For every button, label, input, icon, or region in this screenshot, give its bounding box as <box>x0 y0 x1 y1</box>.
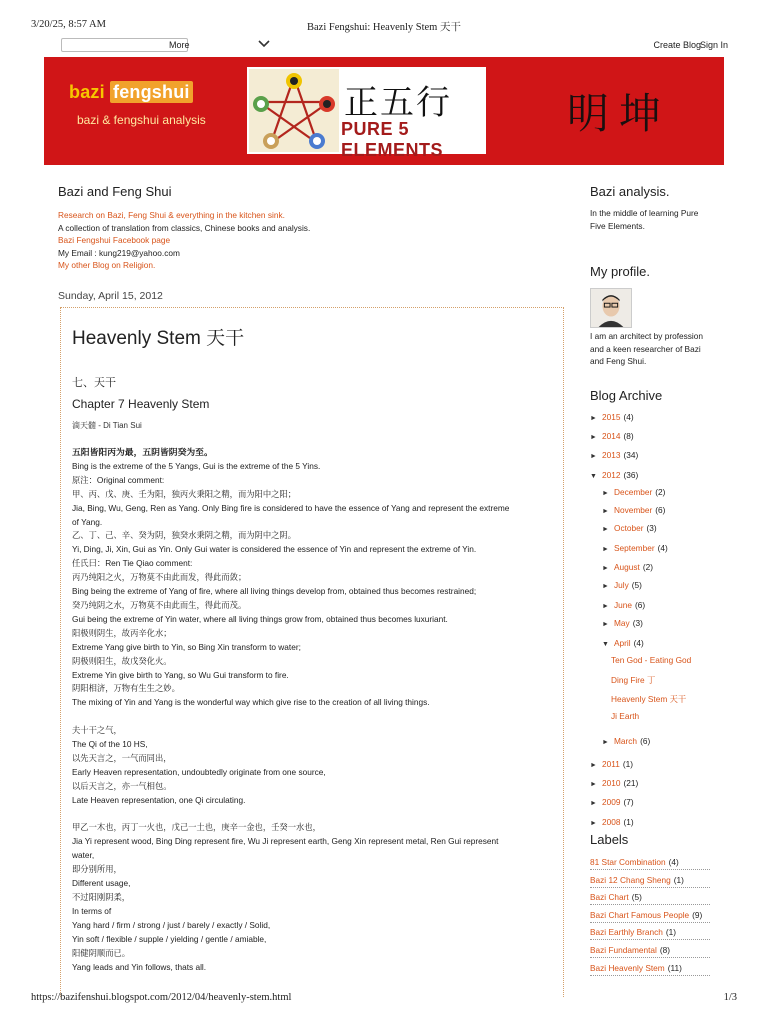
archive-label[interactable]: December <box>614 487 653 497</box>
expand-right-icon[interactable]: ► <box>602 739 609 746</box>
archive-count: (1) <box>622 759 633 769</box>
archive-count: (3) <box>646 523 657 533</box>
sidebar-labels <box>590 832 720 847</box>
post-section-heading: 七、天干 <box>72 377 116 389</box>
post-body-line: Different usage, <box>72 878 131 889</box>
logo-word-bazi: bazi <box>69 82 105 102</box>
sidebar-archive <box>590 388 720 403</box>
archive-count: (3) <box>632 618 643 628</box>
site-logo[interactable] <box>69 82 214 127</box>
post-body-line: 甲乙一木也，丙丁一火也，戊己一土也，庚辛一金也，壬癸一水也， <box>72 822 321 833</box>
post-body-line: In terms of <box>72 905 112 916</box>
analysis-title: Bazi analysis. <box>590 184 670 199</box>
archive-count: (1) <box>623 817 634 827</box>
label-item[interactable] <box>590 945 710 958</box>
five-elements-chinese: 正五行 <box>344 83 452 123</box>
post-chapter-heading: Chapter 7 Heavenly Stem <box>72 397 210 411</box>
label-link[interactable]: Bazi Chart <box>590 892 629 903</box>
label-item[interactable] <box>590 857 710 870</box>
post-body-line: Yang leads and Yin follows, thats all. <box>72 961 207 972</box>
post-body-line: 即分别所用， <box>72 864 122 875</box>
archive-title: Blog Archive <box>590 388 663 403</box>
archive-item[interactable] <box>590 797 634 807</box>
post-body-line: The mixing of Yin and Yang is the wonderful way which give rise to the creation of all living things. <box>72 697 430 708</box>
archive-count: (6) <box>655 505 666 515</box>
blog-title[interactable]: Bazi and Feng Shui <box>58 184 172 199</box>
expand-right-icon[interactable]: ► <box>590 434 597 441</box>
archive-count: (21) <box>623 778 639 788</box>
archive-label[interactable]: March <box>614 736 638 746</box>
profile-text-block <box>590 330 720 368</box>
five-elements-caption: PURE 5 ELEMENTS <box>341 119 444 160</box>
post-body-line: 不过阳刚阴柔， <box>72 891 131 902</box>
expand-right-icon[interactable]: ► <box>590 453 597 460</box>
description-line[interactable]: Bazi Fengshui Facebook page <box>58 235 171 246</box>
paragraph-gap <box>72 710 552 724</box>
archive-item[interactable] <box>590 759 633 769</box>
label-item[interactable] <box>590 910 710 923</box>
archive-label[interactable]: September <box>614 543 655 553</box>
post-body-line: 阳健阴顺而已。 <box>72 947 131 958</box>
archive-count: (36) <box>623 470 639 480</box>
post-body-line: Jia, Bing, Wu, Geng, Ren as Yang. Only Bing fire is considered to have the essence of Yang and represent the extreme <box>72 502 510 513</box>
archive-label[interactable]: Ten God - Eating God <box>611 655 692 665</box>
archive-count: (4) <box>623 412 634 422</box>
expand-right-icon[interactable]: ► <box>602 583 609 590</box>
archive-post-link[interactable] <box>611 711 639 721</box>
expand-right-icon[interactable]: ► <box>590 762 597 769</box>
post-container <box>60 307 564 997</box>
archive-label[interactable]: 2014 <box>602 431 621 441</box>
label-count: (4) <box>668 857 679 867</box>
archive-label[interactable]: 2010 <box>602 778 621 788</box>
description-line: My Email : kung219@yahoo.com <box>58 247 180 258</box>
paragraph-gap <box>72 808 552 822</box>
print-page-number: 1/3 <box>723 992 737 1003</box>
blog-description <box>58 209 358 272</box>
pentagram-icon <box>249 69 339 152</box>
archive-label[interactable]: October <box>614 523 644 533</box>
archive-label[interactable]: 2013 <box>602 450 621 460</box>
profile-text: I am an architect by profession and a keen researcher of Bazi and Feng Shui. <box>590 331 703 367</box>
post-body-line: Extreme Yang give birth to Yin, so Bing Xin transform to water; <box>72 641 301 652</box>
expand-down-icon[interactable]: ▼ <box>590 473 597 480</box>
archive-count: (7) <box>623 797 634 807</box>
label-item[interactable] <box>590 875 710 888</box>
print-doc-title: Bazi Fengshui: Heavenly Stem 天干 <box>307 22 461 33</box>
post-body-line: Yi, Ding, Ji, Xin, Gui as Yin. Only Gui water is considered the essence of Yin and represent the extreme of Yin. <box>72 544 477 555</box>
archive-count: (6) <box>640 736 651 746</box>
archive-label[interactable]: Ji Earth <box>611 711 640 721</box>
archive-label[interactable]: April <box>614 638 631 648</box>
archive-item[interactable] <box>602 523 657 533</box>
expand-down-icon[interactable]: ▼ <box>602 641 609 648</box>
archive-item[interactable] <box>590 412 634 422</box>
archive-count: (6) <box>635 600 646 610</box>
post-body-line: 原注：Original comment: <box>72 474 165 485</box>
archive-count: (2) <box>655 487 666 497</box>
archive-label[interactable]: 2012 <box>602 470 621 480</box>
archive-item[interactable] <box>602 580 642 590</box>
label-link[interactable]: Bazi Fundamental <box>590 945 657 955</box>
archive-item[interactable] <box>602 562 653 572</box>
archive-item[interactable] <box>590 817 634 827</box>
archive-count: (4) <box>657 543 668 553</box>
post-body-line: The Qi of the 10 HS, <box>72 739 148 750</box>
description-line[interactable]: My other Blog on Religion. <box>58 260 156 271</box>
expand-right-icon[interactable]: ► <box>590 415 597 422</box>
archive-label[interactable]: November <box>614 505 653 515</box>
label-item[interactable] <box>590 927 710 940</box>
analysis-text: In the middle of learning Pure Five Elements. <box>590 208 699 231</box>
expand-right-icon[interactable]: ► <box>590 800 597 807</box>
label-link[interactable]: Bazi Chart Famous People <box>590 909 690 920</box>
label-count: (1) <box>665 927 677 938</box>
archive-post-link[interactable] <box>611 655 691 665</box>
archive-label[interactable]: Heavenly Stem 天干 <box>611 694 687 704</box>
expand-right-icon[interactable]: ► <box>602 621 609 628</box>
post-body-line: 丙乃纯阳之火，万物莫不由此而发，得此而敛； <box>72 572 247 583</box>
archive-count: (34) <box>623 450 639 460</box>
archive-label[interactable]: July <box>614 580 629 590</box>
expand-right-icon[interactable]: ► <box>602 526 609 533</box>
header-banner[interactable] <box>44 57 724 165</box>
post-body-line: Jia Yi represent wood, Bing Ding represent fire, Wu Ji represent earth, Geng Xin represent metal, Ren Gui represent <box>72 836 499 847</box>
expand-right-icon[interactable]: ► <box>602 546 609 553</box>
archive-label[interactable]: 2015 <box>602 412 621 422</box>
avatar[interactable] <box>590 288 632 328</box>
archive-item[interactable] <box>602 487 665 497</box>
archive-post-link[interactable] <box>611 693 686 705</box>
archive-label[interactable]: Ding Fire 丁 <box>611 675 656 685</box>
archive-item[interactable] <box>602 618 643 628</box>
description-line: A collection of translation from classics, Chinese books and analysis. <box>58 222 311 233</box>
post-body-line: Yin soft / flexible / supple / yielding / gentle / amiable, <box>72 933 267 944</box>
post-body-line: of Yang. <box>72 516 103 527</box>
post-body-line: Yang hard / firm / strong / just / barely / exactly / Solid, <box>72 919 271 930</box>
label-count: (11) <box>667 962 682 973</box>
archive-post-link[interactable] <box>611 674 655 686</box>
expand-right-icon[interactable]: ► <box>602 565 609 572</box>
archive-count: (2) <box>642 562 653 572</box>
post-body-line: Bing is the extreme of the 5 Yangs, Gui is the extreme of the 5 Yins. <box>72 460 321 471</box>
post-body-line: 任氏曰：Ren Tie Qiao comment: <box>72 558 193 569</box>
post-body-line: Gui being the extreme of Yin water, where all living things grow from, obtained thus becomes luxuriant. <box>72 613 448 624</box>
profile-title: My profile. <box>590 264 650 279</box>
sidebar-profile <box>590 264 720 279</box>
archive-count: (4) <box>633 638 644 648</box>
post-body-line: 乙、丁、己、辛、癸为阴，独癸水秉阴之精，而为阴中之阴。 <box>72 530 297 541</box>
print-datetime: 3/20/25, 8:57 AM <box>31 19 106 30</box>
expand-right-icon[interactable]: ► <box>602 508 609 515</box>
archive-label[interactable]: 2009 <box>602 797 621 807</box>
archive-label[interactable]: May <box>614 618 630 628</box>
labels-title: Labels <box>590 832 629 847</box>
post-source: 滴天髓 - Di Tian Sui <box>72 421 142 430</box>
archive-item[interactable] <box>602 638 644 648</box>
label-link[interactable]: Bazi Heavenly Stem <box>590 962 665 973</box>
print-url: https://bazifenshui.blogspot.com/2012/04/heavenly-stem.html <box>31 992 292 1003</box>
pure-five-elements-image <box>247 67 486 160</box>
post-body-line: Early Heaven representation, undoubtedly originate from one source, <box>72 766 326 777</box>
label-count: (1) <box>673 874 684 885</box>
sign-in-link[interactable]: Sign In <box>699 40 728 50</box>
archive-item[interactable] <box>602 505 665 515</box>
post-date: Sunday, April 15, 2012 <box>58 290 163 302</box>
blogger-navbar <box>31 38 737 54</box>
post-body-line: Late Heaven representation, one Qi circulating. <box>72 794 246 805</box>
archive-item[interactable] <box>602 543 668 553</box>
expand-right-icon[interactable]: ► <box>590 820 597 827</box>
archive-item[interactable] <box>590 470 638 480</box>
label-count: (8) <box>659 945 671 955</box>
label-link[interactable]: 81 Star Combination <box>590 857 666 867</box>
archive-item[interactable] <box>590 450 638 460</box>
label-link[interactable]: Bazi 12 Chang Sheng <box>590 874 671 885</box>
archive-item[interactable] <box>602 736 650 746</box>
archive-item[interactable] <box>602 600 645 610</box>
expand-right-icon[interactable]: ► <box>602 490 609 497</box>
post-body-line: water, <box>72 850 95 861</box>
post-body-line: 阴极则阳生，故戊癸化火。 <box>72 655 172 666</box>
archive-count: (8) <box>623 431 634 441</box>
archive-label[interactable]: June <box>614 600 632 610</box>
more-menu[interactable]: More <box>169 40 190 50</box>
post-body-line: 夫十干之气， <box>72 725 122 736</box>
post-body-line: 阳极则阴生，故丙辛化水； <box>72 627 172 638</box>
post-title[interactable]: Heavenly Stem 天干 <box>72 328 245 349</box>
post-body-line: 癸乃纯阴之水，万物莫不由此而生，得此而茂。 <box>72 599 247 610</box>
post-body-line: 以先天言之，一气而同出， <box>72 752 172 763</box>
logo-word-fengshui: fengshui <box>110 81 193 103</box>
expand-right-icon[interactable]: ► <box>602 603 609 610</box>
label-item[interactable] <box>590 963 710 976</box>
post-body-line: Extreme Yin give birth to Yang, so Wu Gui transform to fire. <box>72 669 289 680</box>
create-blog-link[interactable]: Create Blog <box>653 40 701 50</box>
print-header <box>0 19 768 33</box>
brush-calligraphy: 明坤 <box>567 89 672 138</box>
post-body-line: Bing being the extreme of Yang of fire, where all living things develop from, obtained thus becomes restrained; <box>72 586 477 597</box>
description-line[interactable]: Research on Bazi, Feng Shui & everything in the kitchen sink. <box>58 210 285 220</box>
logo-subtitle: bazi & fengshui analysis <box>77 113 206 127</box>
sidebar-analysis <box>590 184 720 232</box>
chevron-down-icon[interactable] <box>257 37 271 51</box>
label-link[interactable]: Bazi Earthly Branch <box>590 927 663 938</box>
post-body-line: 阴阳相济，万物有生生之妙。 <box>72 683 180 694</box>
archive-label[interactable]: August <box>614 562 640 572</box>
archive-count: (5) <box>631 580 642 590</box>
post-body-line: 甲、丙、戊、庚、壬为阳，独丙火秉阳之精，而为阳中之阳； <box>72 488 297 499</box>
post-body-line: 以后天言之，亦一气相包。 <box>72 780 172 791</box>
archive-label[interactable]: 2011 <box>602 759 620 769</box>
expand-right-icon[interactable]: ► <box>590 781 597 788</box>
archive-item[interactable] <box>590 778 638 788</box>
label-count: (5) <box>631 892 642 903</box>
label-count: (9) <box>692 909 703 920</box>
archive-item[interactable] <box>590 431 634 441</box>
post-body <box>72 446 552 974</box>
post-body-line: 五阳皆阳丙为最，五阴皆阴癸为至。 <box>72 447 213 457</box>
label-item[interactable] <box>590 892 710 905</box>
archive-label[interactable]: 2008 <box>602 817 621 827</box>
